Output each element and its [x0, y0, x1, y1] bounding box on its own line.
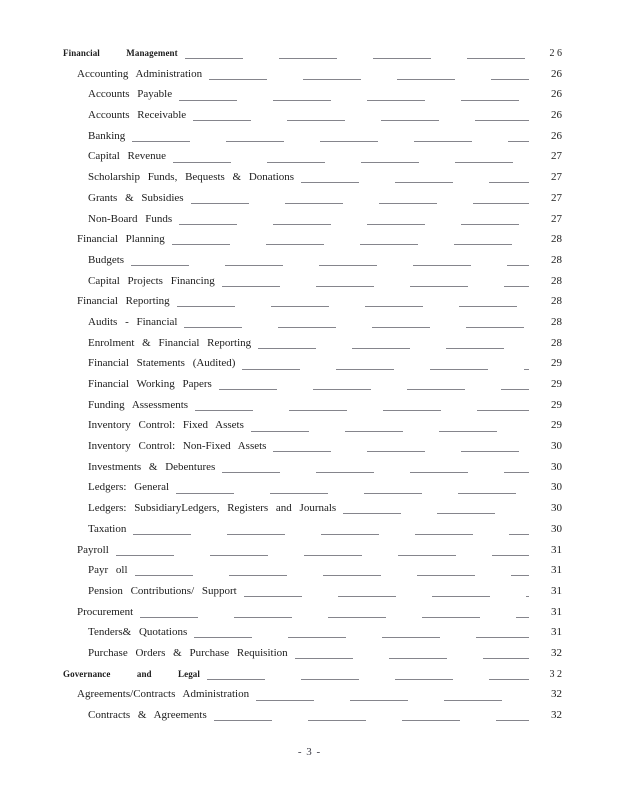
toc-row — [63, 167, 562, 188]
page-number: 31 — [551, 543, 562, 556]
toc-row — [63, 43, 562, 64]
toc-row — [63, 105, 562, 126]
page-number: 26 — [551, 109, 562, 122]
toc-entry-label: Budgets — [88, 253, 125, 266]
leader-line — [132, 126, 529, 147]
page-number: 28 — [551, 295, 562, 308]
page-number: 27 — [551, 171, 562, 184]
leader-line — [295, 643, 529, 664]
toc-row — [63, 684, 562, 705]
toc-row — [63, 436, 562, 457]
toc-entry-label: Capital Revenue — [88, 150, 167, 163]
toc-row — [63, 477, 562, 498]
leader-line — [191, 188, 529, 209]
toc-row — [63, 188, 562, 209]
page-number: 27 — [551, 150, 562, 163]
toc-row — [63, 84, 562, 105]
leader-line — [176, 477, 529, 498]
toc-entry-label: Payr oll — [88, 564, 128, 577]
toc-entry-label: Financial Working Papers — [88, 378, 212, 390]
toc-row — [63, 353, 562, 374]
toc-row — [63, 540, 562, 561]
page-footer: - 3 - — [297, 746, 321, 758]
leader-line — [258, 333, 529, 354]
toc-row — [63, 271, 562, 292]
page-number: 26 — [551, 88, 562, 101]
toc-entry-label: Capital Projects Financing — [88, 274, 215, 287]
leader-line — [116, 540, 529, 561]
page-number: 2 6 — [549, 48, 562, 59]
page-number: 32 — [551, 709, 562, 721]
toc-row — [63, 209, 562, 230]
toc-entry-label: Accounting Administration — [77, 67, 203, 80]
toc-entry-label: Procurement — [77, 605, 134, 618]
page-number: 31 — [551, 626, 562, 639]
leader-line — [343, 498, 529, 519]
leader-line — [193, 105, 529, 126]
toc-row — [63, 64, 562, 85]
leader-line — [251, 415, 529, 436]
page-number: 28 — [551, 274, 562, 287]
page-number: 31 — [551, 605, 562, 618]
page-number: 29 — [551, 398, 562, 411]
toc-entry-label: Inventory Control: Fixed Assets — [88, 419, 244, 432]
toc-entry-label: Payroll — [77, 543, 109, 556]
page-number: 30 — [551, 440, 562, 453]
toc-row — [63, 415, 562, 436]
toc-entry-label: Taxation — [88, 522, 127, 535]
page-number: 30 — [551, 502, 562, 515]
toc-row — [63, 664, 562, 685]
toc-entry-label: Financial Planning — [77, 233, 165, 246]
leader-line — [242, 353, 529, 374]
toc-entry-label: Non-Board Funds — [88, 212, 173, 225]
page-number: 30 — [551, 522, 562, 535]
leader-line — [185, 43, 529, 64]
toc-row — [63, 374, 562, 395]
toc-entry-label: Purchase Orders & Purchase Requisition — [88, 646, 288, 659]
toc-row — [63, 602, 562, 623]
toc-entry-label: Enrolment & Financial Reporting — [88, 336, 252, 349]
toc-entry-label: Investments & Debentures — [88, 460, 216, 473]
toc-entry-label: Audits - Financial — [88, 315, 178, 328]
toc-entry-label: Governance and Legal — [63, 668, 200, 679]
toc-entry-label: Banking — [88, 129, 126, 142]
toc-row — [63, 560, 562, 581]
leader-line — [131, 250, 529, 271]
toc-entry-label: Ledgers: SubsidiaryLedgers, Registers and Journals — [88, 502, 337, 515]
toc-row — [63, 126, 562, 147]
table-of-contents — [63, 43, 562, 726]
leader-line — [273, 436, 529, 457]
toc-entry-label: Funding Assessments — [88, 398, 189, 411]
toc-row — [63, 250, 562, 271]
toc-row — [63, 291, 562, 312]
toc-entry-label: Accounts Payable — [88, 88, 173, 101]
leader-line — [172, 229, 529, 250]
leader-line — [194, 622, 529, 643]
page-number: 29 — [551, 378, 562, 390]
toc-entry-label: Financial Management — [63, 48, 178, 58]
page-number: 3 2 — [549, 668, 562, 680]
leader-line — [209, 64, 529, 85]
leader-line — [244, 581, 529, 602]
toc-row — [63, 395, 562, 416]
page-number: 28 — [551, 253, 562, 266]
page-number: 32 — [551, 646, 562, 659]
toc-entry-label: Accounts Receivable — [88, 109, 187, 122]
page-number: 27 — [551, 212, 562, 225]
leader-line — [177, 291, 529, 312]
leader-line — [219, 374, 529, 395]
toc-row — [63, 705, 562, 726]
toc-entry-label: Contracts & Agreements — [88, 709, 207, 721]
leader-line — [133, 519, 529, 540]
page-number: 26 — [551, 67, 562, 80]
toc-entry-label: Inventory Control: Non-Fixed Assets — [88, 440, 267, 453]
toc-row — [63, 333, 562, 354]
leader-line — [179, 209, 529, 230]
leader-line — [184, 312, 529, 333]
toc-row — [63, 457, 562, 478]
page-number: 28 — [551, 336, 562, 349]
toc-row — [63, 622, 562, 643]
page-number: 28 — [551, 233, 562, 246]
leader-line — [173, 146, 529, 167]
leader-line — [222, 457, 529, 478]
toc-entry-label: Financial Reporting — [77, 295, 170, 308]
toc-entry-label: Financial Statements (Audited) — [88, 357, 236, 370]
page-number: 29 — [551, 419, 562, 432]
toc-row — [63, 643, 562, 664]
toc-row — [63, 229, 562, 250]
page-number: 30 — [551, 481, 562, 494]
page-number: 27 — [551, 191, 562, 204]
toc-row — [63, 146, 562, 167]
toc-entry-label: Pension Contributions/ Support — [88, 584, 237, 597]
page-number: 31 — [551, 584, 562, 597]
leader-line — [207, 664, 529, 685]
toc-entry-label: Agreements/Contracts Administration — [77, 688, 250, 701]
toc-row — [63, 498, 562, 519]
leader-line — [140, 602, 529, 623]
toc-entry-label: Tenders& Quotations — [88, 626, 188, 639]
toc-entry-label: Ledgers: General — [88, 481, 170, 494]
leader-line — [256, 684, 529, 705]
leader-line — [301, 167, 529, 188]
toc-row — [63, 312, 562, 333]
toc-row — [63, 581, 562, 602]
toc-entry-label: Scholarship Funds, Bequests & Donations — [88, 171, 295, 184]
toc-entry-label: Grants & Subsidies — [88, 191, 184, 204]
page-number: 31 — [551, 564, 562, 577]
leader-line — [214, 705, 529, 726]
leader-line — [195, 395, 529, 416]
leader-line — [222, 271, 529, 292]
leader-line — [179, 84, 529, 105]
leader-line — [135, 560, 529, 581]
page-number: 30 — [551, 460, 562, 473]
page-number: 32 — [551, 688, 562, 701]
page-number: 29 — [551, 357, 562, 370]
page-number: 28 — [551, 315, 562, 328]
page-number: 26 — [551, 129, 562, 142]
toc-row — [63, 519, 562, 540]
